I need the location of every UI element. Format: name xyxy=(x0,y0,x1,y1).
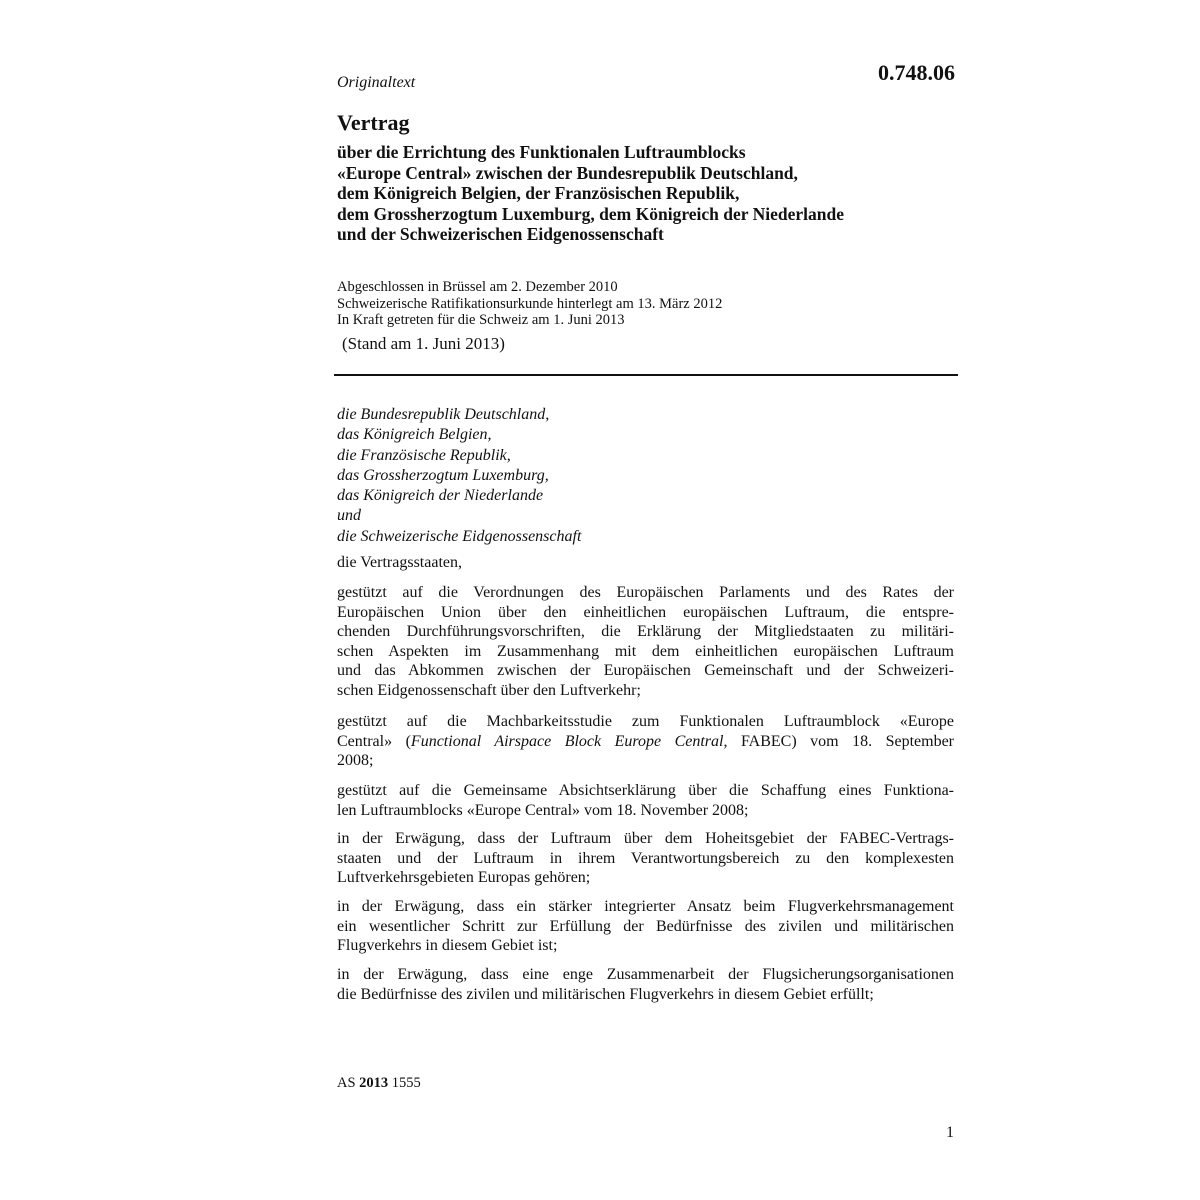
paragraph-line: Flugverkehrs in diesem Gebiet ist; xyxy=(337,937,558,955)
paragraph-line: schen Aspekten im Zusammenhang mit dem einheitlichen europäischen Luftraum xyxy=(337,642,954,660)
paragraph-line: Europäischen Union über den einheitlichen europäischen Luftraum, die entspre- xyxy=(337,603,954,621)
as-page: 1555 xyxy=(391,1075,421,1091)
paragraph-line: gestützt auf die Verordnungen des Europäischen Parlaments und des Rates der xyxy=(337,584,954,601)
paragraph-line: len Luftraumblocks «Europe Central» vom 18. November 2008; xyxy=(337,801,749,819)
treaty-metadata xyxy=(337,279,722,329)
meta-line-in-force: In Kraft getreten für die Schweiz am 1. Juni 2013 xyxy=(337,312,625,328)
preamble-paragraph-feasibility-study xyxy=(337,712,954,771)
subtitle-line: dem Grossherzogtum Luxemburg, dem Königreich der Niederlande xyxy=(337,203,844,224)
preamble-paragraph-integrated-approach xyxy=(337,897,954,956)
party-item: das Königreich Belgien, xyxy=(337,426,492,444)
party-item: die Schweizerische Eidgenossenschaft xyxy=(337,527,582,545)
paragraph-line: Luftverkehrsgebieten Europas gehören; xyxy=(337,869,591,887)
contracting-parties xyxy=(337,405,581,547)
line-text: Central» ( xyxy=(337,732,411,750)
italic-term: Functional Airspace Block Europe Central xyxy=(410,732,724,750)
party-conjunction: und xyxy=(337,507,361,525)
as-prefix: AS xyxy=(337,1075,356,1091)
paragraph-line: in der Erwägung, dass eine enge Zusammenarbeit der Flugsicherungsorganisationen xyxy=(337,966,954,983)
paragraph-line: in der Erwägung, dass ein stärker integrierter Ansatz beim Flugverkehrsmanagement xyxy=(337,898,954,915)
subtitle-line: dem Königreich Belgien, der Französischen Republik, xyxy=(337,183,740,203)
preamble-paragraph-regulations xyxy=(337,583,954,701)
paragraph-line: gestützt auf die Machbarkeitsstudie zum Funktionalen Luftraumblock «Europe xyxy=(337,713,954,730)
party-item: das Grossherzogtum Luxemburg, xyxy=(337,466,549,484)
subtitle-line: «Europe Central» zwischen der Bundesrepublik Deutschland, xyxy=(337,162,798,183)
meta-line-ratification: Schweizerische Ratifikationsurkunde hinterlegt am 13. März 2012 xyxy=(337,295,723,312)
paragraph-line: chenden Durchführungsvorschriften, die Erklärung der Mitgliedstaaten zu militäri- xyxy=(337,623,954,641)
header-divider xyxy=(334,374,958,376)
paragraph-line: in der Erwägung, dass der Luftraum über dem Hoheitsgebiet der FABEC-Vertrags- xyxy=(337,830,954,847)
party-item: das Königreich der Niederlande xyxy=(337,487,544,505)
paragraph-line: 2008; xyxy=(337,752,374,770)
paragraph-line: schen Eidgenossenschaft über den Luftverkehr; xyxy=(337,681,641,699)
paragraph-line: und das Abkommen zwischen der Europäischen Gemeinschaft und der Schweizeri- xyxy=(337,662,954,680)
paragraph-line: die Bedürfnisse des zivilen und militärischen Flugverkehrs in diesem Gebiet erfüllt; xyxy=(337,985,874,1003)
preamble-paragraph-cooperation xyxy=(337,965,954,1004)
meta-line-concluded: Abgeschlossen in Brüssel am 2. Dezember 2010 xyxy=(337,279,618,295)
subtitle-line: und der Schweizerischen Eidgenossenschaft xyxy=(337,224,664,244)
paragraph-line: staaten und der Luftraum in ihrem Verantwortungsbereich zu den komplexesten xyxy=(337,849,954,867)
preamble-heading: die Vertragsstaaten, xyxy=(337,554,462,571)
document-title: Vertrag xyxy=(337,110,410,135)
preamble-paragraph-airspace xyxy=(337,829,954,888)
subtitle-line: über die Errichtung des Funktionalen Luftraumblocks xyxy=(337,142,746,162)
paragraph-line: ein wesentlicher Schritt zur Erfüllung der Bedürfnisse des zivilen und militärischen xyxy=(337,917,954,935)
sr-number: 0.748.06 xyxy=(878,60,955,85)
as-year: 2013 xyxy=(359,1075,389,1091)
stand-date: (Stand am 1. Juni 2013) xyxy=(342,334,505,353)
page-number: 1 xyxy=(946,1124,954,1141)
line-text: , FABEC) vom 18. September xyxy=(723,732,955,750)
preamble-paragraph-declaration xyxy=(337,781,954,820)
party-item: die Französische Republik, xyxy=(337,446,511,464)
originaltext-label: Originaltext xyxy=(337,74,416,91)
document-subtitle xyxy=(337,142,957,245)
paragraph-line xyxy=(337,732,954,752)
party-item: die Bundesrepublik Deutschland, xyxy=(337,406,550,423)
paragraph-line: gestützt auf die Gemeinsame Absichtserklärung über die Schaffung eines Funktiona- xyxy=(337,782,954,799)
as-reference xyxy=(337,1075,421,1092)
